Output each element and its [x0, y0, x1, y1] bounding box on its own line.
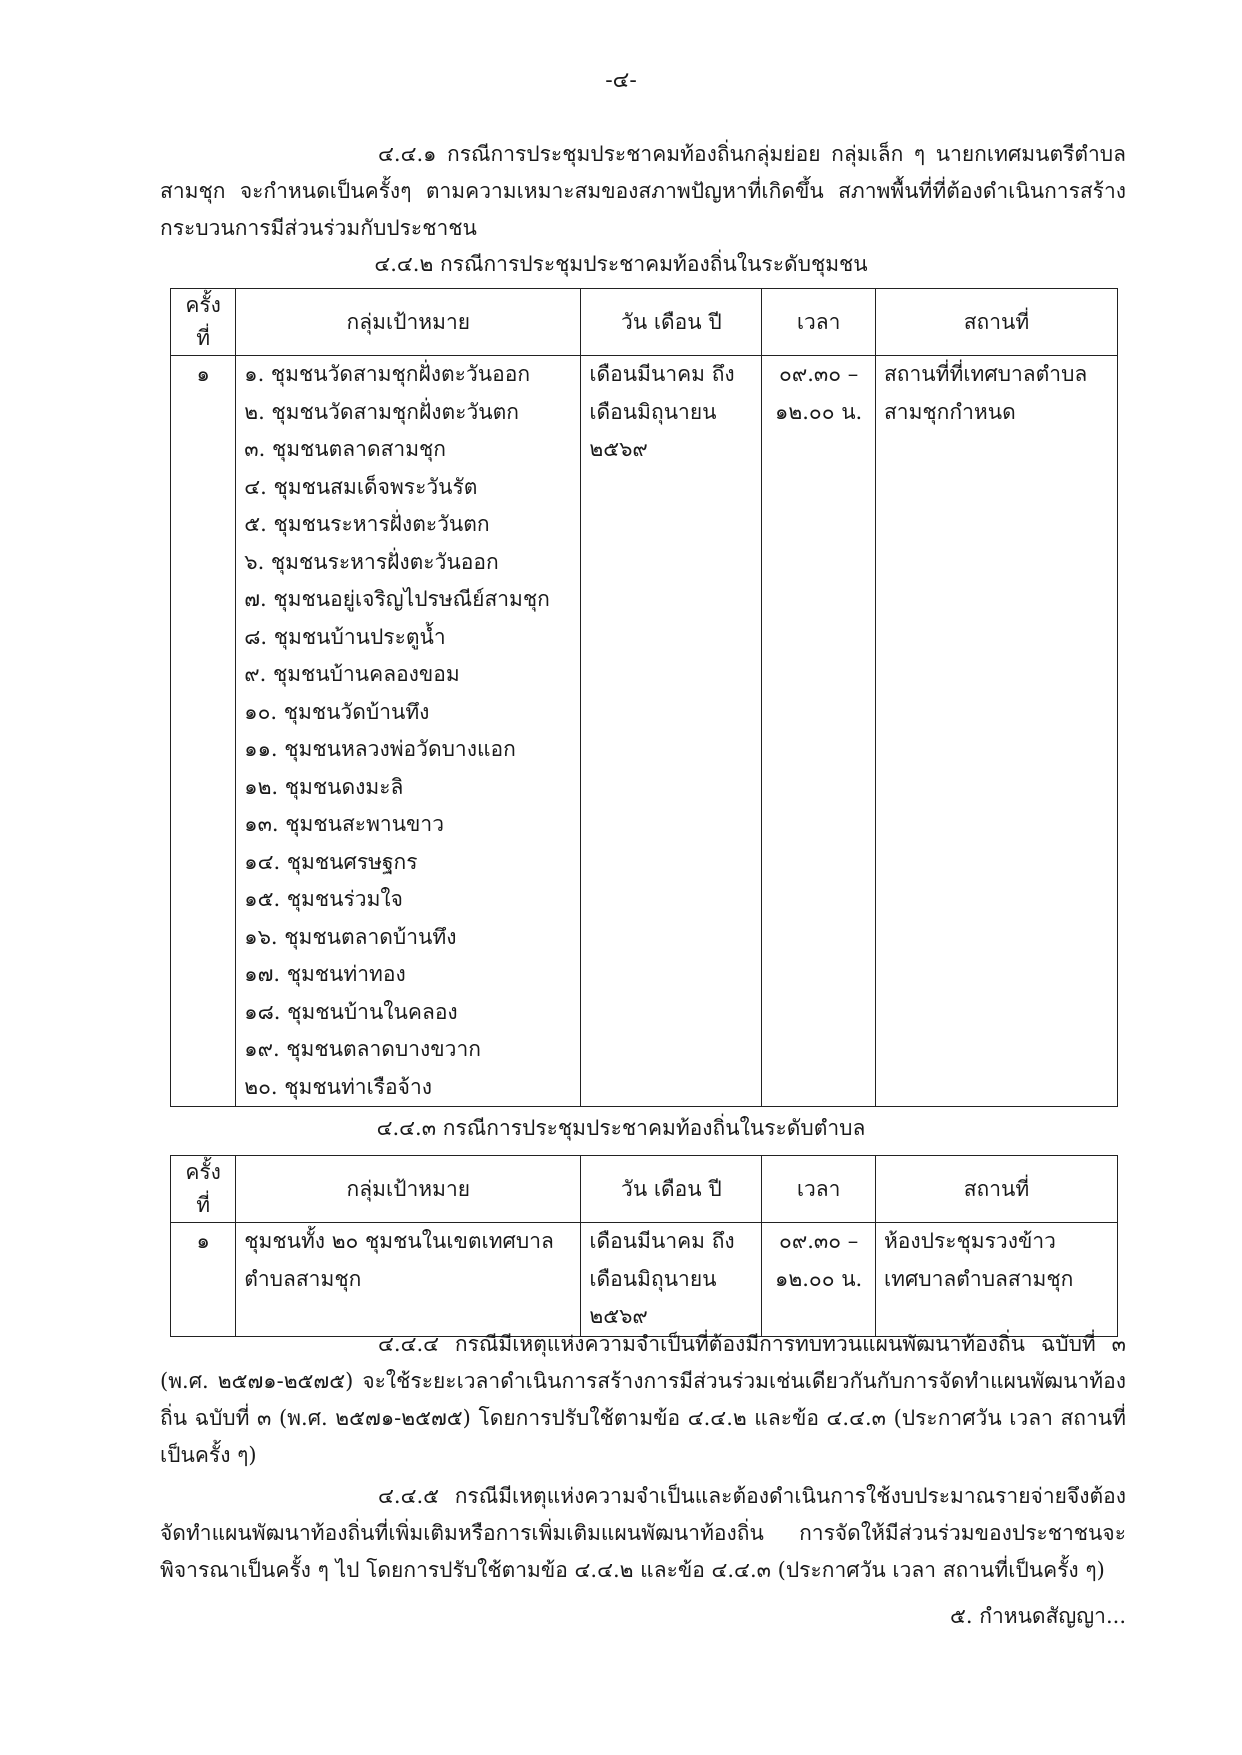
table2-header-no: ครั้งที่ [171, 1156, 236, 1223]
list-item: ๘. ชุมชนบ้านประตูน้ำ [244, 624, 446, 649]
table2-header-time: เวลา [762, 1156, 876, 1223]
table1-date-line: เดือนมิถุนายน [589, 399, 717, 424]
table1-place-line: สามชุกกำหนด [883, 399, 1016, 424]
table1-header-target: กลุ่มเป้าหมาย [236, 289, 581, 356]
table2-cell-target [236, 1223, 581, 1337]
page-number: -๔- [605, 68, 637, 93]
table2-no-value: ๑ [196, 1229, 210, 1253]
table1-date-line: ๒๕๖๙ [589, 437, 648, 461]
list-item: ๑. ชุมชนวัดสามชุกฝั่งตะวันออก [244, 362, 531, 386]
table1-header-date: วัน เดือน ปี [581, 289, 762, 356]
table1-date-line: เดือนมีนาคม ถึง [589, 362, 735, 386]
table1-time-line: ๑๒.๐๐ น. [775, 399, 863, 424]
table2-cell-place [875, 1223, 1117, 1337]
table1-place-line: สถานที่ที่เทศบาลตำบล [883, 362, 1088, 386]
list-item: ๙. ชุมชนบ้านคลองขอม [244, 662, 460, 686]
table1-no-value: ๑ [196, 362, 210, 386]
table-row [171, 356, 1118, 1107]
table1-header-time: เวลา [762, 289, 876, 356]
table2-header-date: วัน เดือน ปี [581, 1156, 762, 1223]
table1-header-row [171, 289, 1118, 356]
list-item: ๑๙. ชุมชนตลาดบางขวาก [244, 1037, 481, 1061]
list-item: ๖. ชุมชนระหารฝั่งตะวันออก [244, 549, 499, 574]
list-item: ๕. ชุมชนระหารฝั่งตะวันตก [244, 512, 490, 536]
subdistrict-meeting-table [170, 1155, 1118, 1337]
list-item: ๔. ชุมชนสมเด็จพระวันรัต [244, 474, 478, 499]
paragraph-4-4-5: ๔.๔.๕ กรณีมีเหตุแห่งความจำเป็นและต้องดำเนินการใช้งบประมาณรายจ่ายจึงต้องจัดทำแผนพัฒนาท้องถิ่นที่เพิ่มเติมหรือการเพิ่มเติมแผนพัฒนาท้องถิ่น การจัดให้มีส่วนร่วมของประชาชนจะพิจารณาเป็นครั้ง ๆ ไป โดยการปรับใช้ตามข้อ ๔.๔.๒ และข้อ ๔.๔.๓ (ประกาศวัน เวลา สถานที่เป็นครั้ง ๆ) [160, 1484, 1126, 1582]
list-item: ๒. ชุมชนวัดสามชุกฝั่งตะวันตก [244, 399, 519, 424]
table2-place-line: ห้องประชุมรวงข้าว [883, 1229, 1056, 1253]
list-item: ๓. ชุมชนตลาดสามชุก [244, 437, 447, 461]
list-item: ๑๘. ชุมชนบ้านในคลอง [244, 999, 458, 1024]
table1-cell-no [171, 356, 236, 1107]
list-item: ๑๖. ชุมชนตลาดบ้านทึง [244, 924, 457, 949]
list-item: ๗. ชุมชนอยู่เจริญไปรษณีย์สามชุก [244, 587, 550, 611]
table2-cell-date [581, 1223, 762, 1337]
community-meeting-table [170, 288, 1118, 1107]
continuation-text: ๕. กำหนดสัญญา... [949, 1604, 1126, 1628]
table2-caption: ๔.๔.๓ กรณีการประชุมประชาคมท้องถิ่นในระดับตำบล [376, 1116, 866, 1140]
list-item: ๑๕. ชุมชนร่วมใจ [244, 887, 403, 911]
table1-cell-targets [236, 356, 581, 1107]
table2-cell-no [171, 1223, 236, 1337]
table1-cell-time [762, 356, 876, 1107]
table2-header-row [171, 1156, 1118, 1223]
table1-caption: ๔.๔.๒ กรณีการประชุมประชาคมท้องถิ่นในระดับชุมชน [374, 252, 868, 276]
table2-time-line: ๑๒.๐๐ น. [775, 1266, 863, 1291]
table1-time-line: ๐๙.๓๐ – [779, 362, 859, 386]
table2-date-line: ๒๕๖๙ [589, 1304, 648, 1328]
paragraph-4-4-4: ๔.๔.๔ กรณีมีเหตุแห่งความจำเป็นที่ต้องมีการทบทวนแผนพัฒนาท้องถิ่น ฉบับที่ ๓ (พ.ศ. ๒๕๗๑-๒๕๗๕) จะใช้ระยะเวลาดำเนินการสร้างการมีส่วนร่วมเช่นเดียวกันกับการจัดทำแผนพัฒนาท้องถิ่น ฉบับที่ ๓ (พ.ศ. ๒๕๗๑-๒๕๗๕) โดยการปรับใช้ตามข้อ ๔.๔.๒ และข้อ ๔.๔.๓ (ประกาศวัน เวลา สถานที่เป็นครั้ง ๆ) [160, 1332, 1126, 1467]
table1-cell-date [581, 356, 762, 1107]
table2-header-target: กลุ่มเป้าหมาย [236, 1156, 581, 1223]
list-item: ๑๔. ชุมชนศรษฐกร [244, 849, 418, 874]
paragraph-4-4-1: ๔.๔.๑ กรณีการประชุมประชาคมท้องถิ่นกลุ่มย่อย กลุ่มเล็ก ๆ นายกเทศมนตรีตำบลสามชุก จะกำหนดเป็นครั้งๆ ตามความเหมาะสมของสภาพปัญหาที่เกิดขึ้น สภาพพื้นที่ที่ต้องดำเนินการสร้างกระบวนการมีส่วนร่วมกับประชาชน [160, 142, 1126, 240]
table2-time-line: ๐๙.๓๐ – [779, 1229, 859, 1253]
table1-header-no: ครั้งที่ [171, 289, 236, 356]
table2-header-place: สถานที่ [875, 1156, 1117, 1223]
table2-date-line: เดือนมิถุนายน [589, 1266, 717, 1291]
table1-cell-place [875, 356, 1117, 1107]
table2-target-line: ตำบลสามชุก [244, 1266, 362, 1291]
table2-cell-time [762, 1223, 876, 1337]
list-item: ๑๓. ชุมชนสะพานขาว [244, 812, 445, 836]
table-row [171, 1223, 1118, 1337]
list-item: ๑๐. ชุมชนวัดบ้านทึง [244, 699, 430, 724]
table1-header-place: สถานที่ [875, 289, 1117, 356]
list-item: ๑๗. ชุมชนท่าทอง [244, 962, 406, 986]
list-item: ๒๐. ชุมชนท่าเรือจ้าง [244, 1074, 433, 1099]
list-item: ๑๑. ชุมชนหลวงพ่อวัดบางแอก [244, 737, 516, 761]
table2-place-line: เทศบาลตำบลสามชุก [883, 1266, 1074, 1291]
table2-date-line: เดือนมีนาคม ถึง [589, 1229, 735, 1253]
table2-target-line: ชุมชนทั้ง ๒๐ ชุมชนในเขตเทศบาล [244, 1229, 554, 1253]
list-item: ๑๒. ชุมชนดงมะลิ [244, 774, 404, 799]
